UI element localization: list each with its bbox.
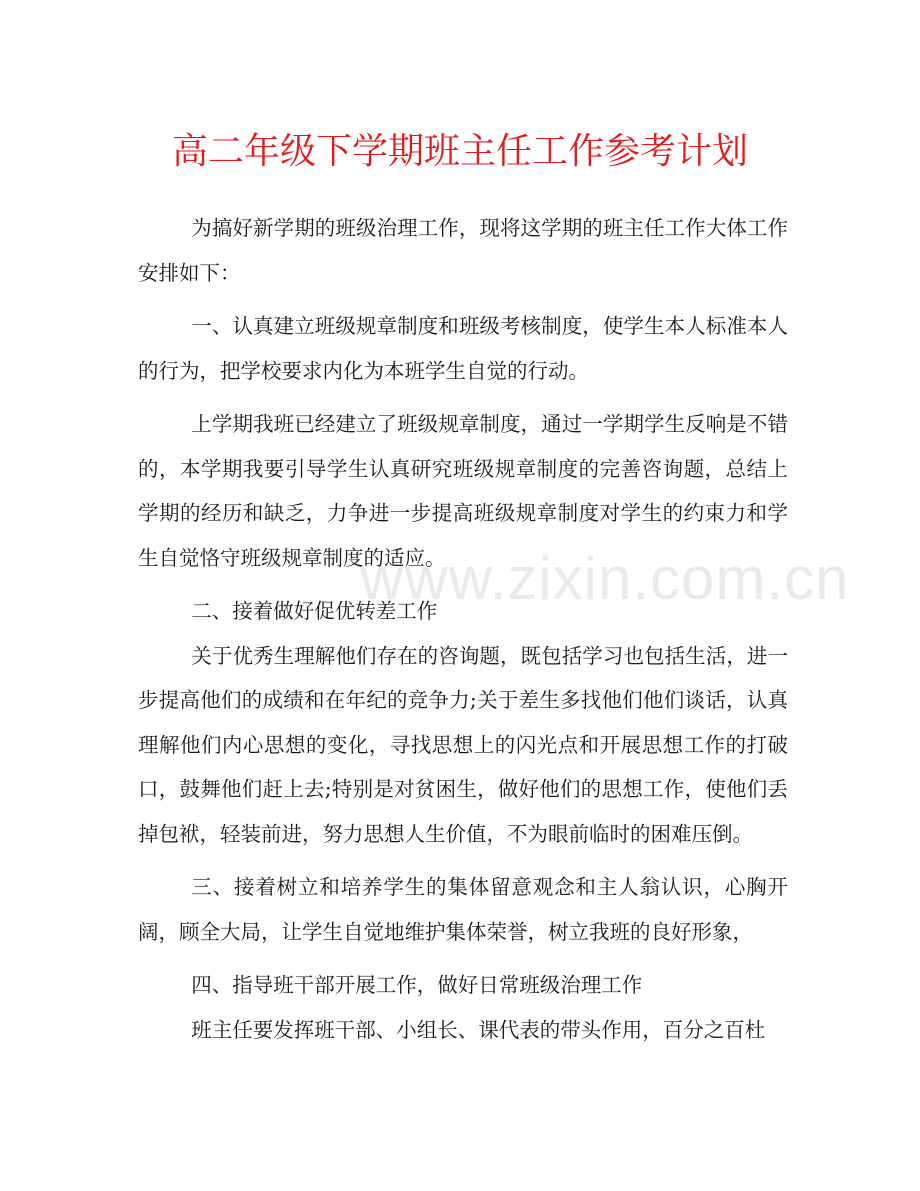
paragraph-section-1: 一、认真建立班级规章制度和班级考核制度，使学生本人标准本人的行为，把学校要求内化为本班学生自觉的行动。 <box>138 314 788 383</box>
paragraph-section-2-heading: 二、接着做好促优转差工作 <box>191 599 438 623</box>
watermark: www.zixin.com.cn <box>360 545 850 612</box>
document-title: 高二年级下学期班主任工作参考计划 <box>171 131 748 172</box>
paragraph-section-4-heading: 四、指导班干部开展工作，做好日常班级治理工作 <box>191 973 643 997</box>
paragraph-section-4-detail: 班主任要发挥班干部、小组长、课代表的带头作用，百分之百杜 <box>191 1017 766 1042</box>
paragraph-intro: 为搞好新学期的班级治理工作，现将这学期的班主任工作大体工作安排如下： <box>138 216 788 285</box>
paragraph-section-2-detail: 关于优秀生理解他们存在的咨询题，既包括学习也包括生活，进一步提高他们的成绩和在年纪的竞争力;关于差生多找他们他们谈话，认真理解他们内心思想的变化，寻找思想上的闪光点和开展思想工作的打破口，鼓舞他们赶上去;特别是对贫困生，做好他们的思想工作，使他们丢掉包袱，轻装前进，努力思想人生价值，不为眼前临时的困难压倒。 <box>138 643 788 846</box>
document-body <box>138 206 788 1052</box>
paragraph-section-3: 三、接着树立和培养学生的集体留意观念和主人翁认识，心胸开阔，顾全大局，让学生自觉地维护集体荣誉，树立我班的良好形象， <box>138 875 788 944</box>
paragraph-section-1-detail: 上学期我班已经建立了班级规章制度，通过一学期学生反响是不错的，本学期我要引导学生认真研究班级规章制度的完善咨询题，总结上学期的经历和缺乏，力争进一步提高班级规章制度对学生的约束力和学生自觉恪守班级规章制度的适应。 <box>138 412 788 570</box>
